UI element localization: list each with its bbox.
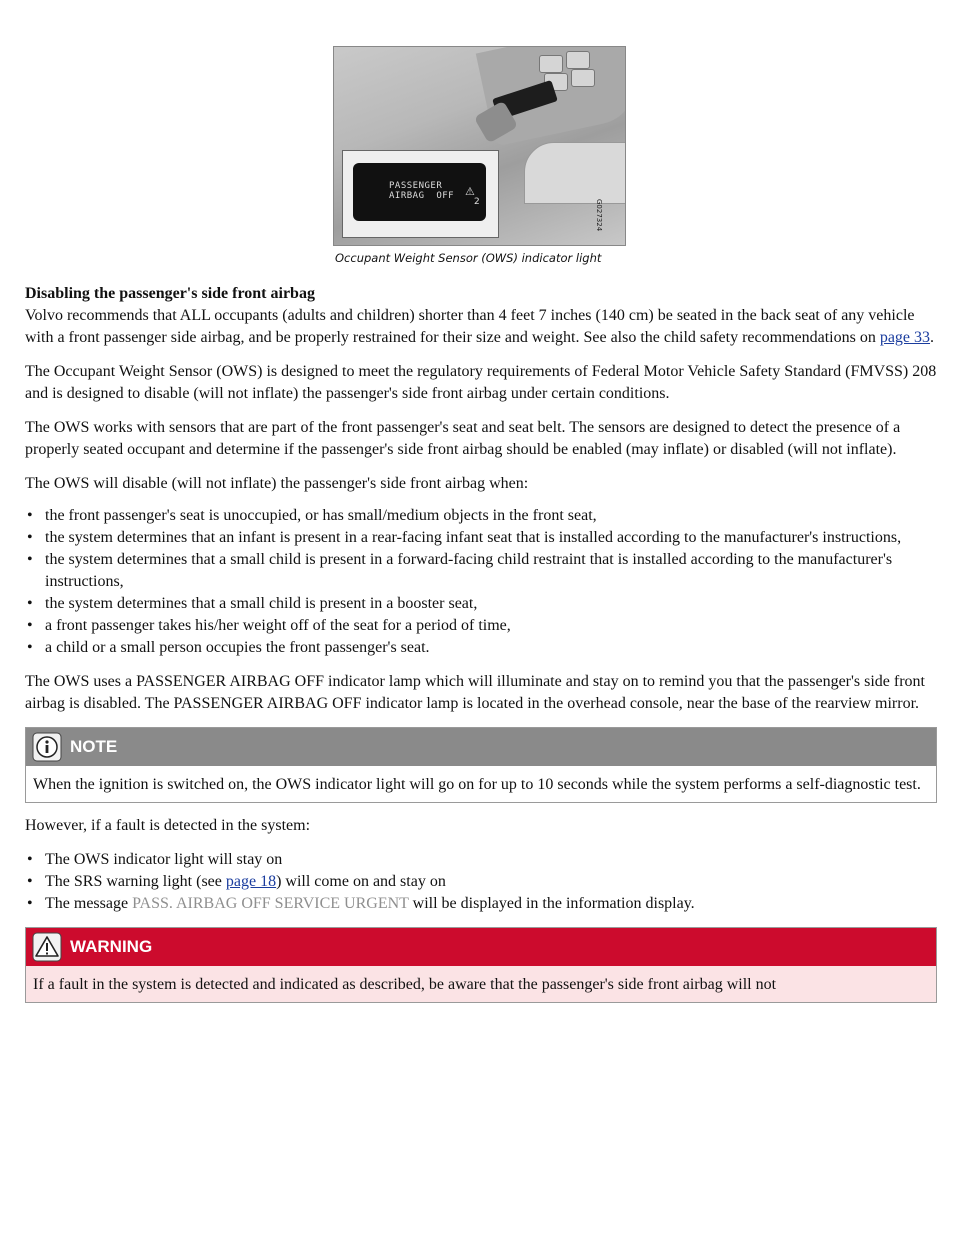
list-item: • The message PASS. AIRBAG OFF SERVICE URGENT will be displayed in the information display. (25, 893, 937, 915)
paragraph-indicator-lamp: The OWS uses a PASSENGER AIRBAG OFF indicator lamp which will illuminate and stay on to remind you that the passenger's side front airbag is disabled. The PASSENGER AIRBAG OFF indicator lamp is located in the overhead console, near the base of the rearview mirror. (25, 673, 925, 712)
note-header (26, 728, 936, 766)
list-item: • the system determines that an infant is present in a rear-facing infant seat that is installed according to the manufacturer's instructions, (25, 527, 937, 549)
indicator-inset (342, 150, 499, 238)
warning-body: If a fault in the system is detected and indicated as described, be aware that the passenger's side front airbag will not (26, 966, 936, 1002)
indicator-display (353, 163, 486, 221)
list-item: • a child or a small person occupies the front passenger's seat. (25, 637, 937, 659)
warning-header (26, 928, 936, 966)
figure-ows-indicator (333, 46, 626, 264)
section-heading: Disabling the passenger's side front airbag (25, 285, 315, 302)
note-box (25, 727, 937, 803)
display-message: PASS. AIRBAG OFF SERVICE URGENT (132, 895, 409, 912)
list-item: • the system determines that a small child is present in a booster seat, (25, 593, 937, 615)
console-button (566, 51, 590, 69)
list-item: • the system determines that a small child is present in a forward-facing child restraint that is installed according to the manufacturer's instructions, (25, 549, 937, 593)
info-icon (32, 732, 62, 762)
intro-paragraph: Volvo recommends that ALL occupants (adults and children) shorter than 4 feet 7 inches (140 cm) be seated in the back seat of any vehicle with a front passenger side airbag, and be properly restrained for their size and weight. See also the child safety recommendations on page 33. (25, 307, 935, 346)
indicator-number: 2 (474, 197, 480, 207)
warning-triangle-icon (32, 932, 62, 962)
paragraph-fmvss: The Occupant Weight Sensor (OWS) is designed to meet the regulatory requirements of Federal Motor Vehicle Safety Standard (FMVSS) 208 and is designed to disable (will not inflate) the passenger's side front airbag under certain conditions. (25, 363, 937, 402)
note-body: When the ignition is switched on, the OWS indicator light will go on for up to 10 seconds while the system performs a self-diagnostic test. (26, 766, 936, 802)
overhead-console-photo (333, 46, 626, 246)
list-item: • a front passenger takes his/her weight off of the seat for a period of time, (25, 615, 937, 637)
page-18-link[interactable]: page 18 (225, 873, 277, 890)
paragraph-sensors: The OWS works with sensors that are part of the front passenger's seat and seat belt. The sensors are designed to detect the presence of a properly seated occupant and determine if the passenger's side front airbag should be enabled (may inflate) or disabled (will not inflate). (25, 419, 901, 458)
figure-code: G027324 (595, 199, 603, 232)
console-button (571, 69, 595, 87)
warning-title: WARNING (70, 937, 153, 956)
rearview-mirror (524, 142, 626, 204)
note-title: NOTE (70, 737, 118, 756)
passenger-airbag-icon: ⚠ (465, 185, 475, 198)
fault-intro: However, if a fault is detected in the system: (25, 817, 311, 834)
list-item: • The OWS indicator light will stay on (25, 849, 937, 871)
main-content (25, 283, 937, 1015)
fault-list (25, 849, 937, 915)
list-item: • The SRS warning light (see page 18) will come on and stay on (25, 871, 937, 893)
warning-box (25, 927, 937, 1003)
indicator-text: PASSENGER AIRBAG OFF (389, 181, 455, 201)
page-33-link[interactable]: page 33 (879, 329, 931, 346)
disable-conditions-list (25, 505, 937, 659)
paragraph-disable-when: The OWS will disable (will not inflate) the passenger's side front airbag when: (25, 475, 529, 492)
console-button (539, 55, 563, 73)
list-item: • the front passenger's seat is unoccupied, or has small/medium objects in the front seat, (25, 505, 937, 527)
figure-caption: Occupant Weight Sensor (OWS) indicator light (335, 251, 602, 265)
